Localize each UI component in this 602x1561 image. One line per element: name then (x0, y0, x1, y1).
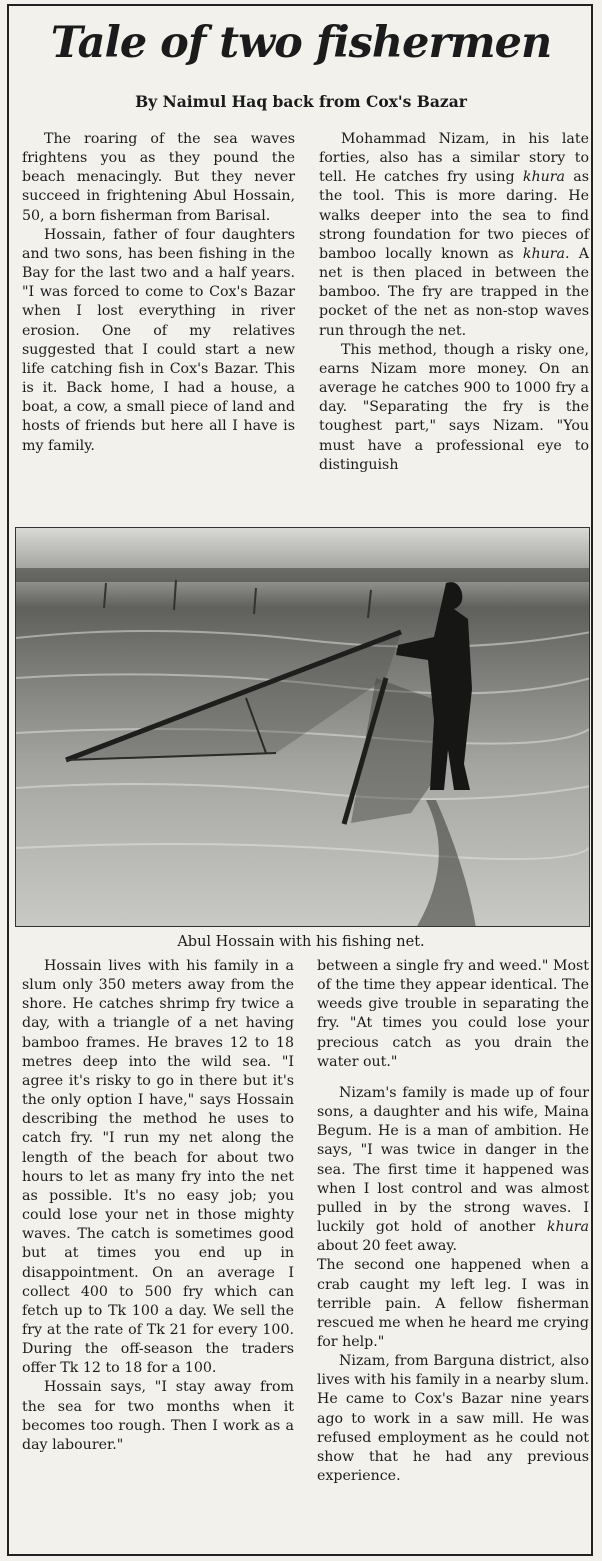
paragraph: This method, though a risky one, earns Nizam more money. On an average he catches 900 to 1000 fry a day. "Separating the fry is the toughest part," says Nizam. "You must have a professional eye to distinguish (319, 341, 589, 473)
paragraph: Nizam's family is made up of four sons, a daughter and his wife, Maina Begum. He is a man of ambition. He says, "I was twice in danger in the sea. The first time it happened was when I lost control and was almost pulled in by the strong waves. I luckily got hold of another khura about 20 feet away. (317, 1084, 589, 1255)
column-2 (319, 130, 589, 475)
column-1 (22, 130, 295, 456)
column-4 (317, 957, 589, 1486)
paragraph: Mohammad Nizam, in his late forties, also has a similar story to tell. He catches fry using khura as the tool. This is more daring. He walks deeper into the sea to find strong foundation for two pieces of bamboo locally known as khura. A net is then placed in between the bamboo. The fry are trapped in the pocket of the net as non-stop waves run through the net. (319, 131, 590, 339)
paragraph: Hossain lives with his family in a slum only 350 meters away from the shore. He catches shrimp fry twice a day, with a triangle of a net having bamboo frames. He braves 12 to 18 metres deep into the wild sea. "I agree it's risky to go in there but it's the only option I have," says Hossain describing the method he uses to catch fry. "I run my net along the length of the beach for about two hours to let as many fry into the net as possible. It's no easy job; you could lose your net in those mighty waves. The catch is sometimes good but at times you end up in disappointment. On an average I collect 400 to 500 fry which can fetch up to Tk 100 a day. We sell the fry at the rate of Tk 21 for every 100. During the off-season the traders offer Tk 12 to 18 for a 100. (22, 958, 294, 1377)
fisherman-photo (15, 527, 590, 927)
paragraph: Hossain, father of four daughters and two sons, has been fishing in the Bay for the last two and a half years. "I was forced to come to Cox's Bazar when I lost everything in river erosion. One of my relatives suggested that I could start a new life catching fish in Cox's Bazar. This is it. Back home, I had a house, a boat, a cow, a small piece of land and hosts of friends but here all I have is my family. (22, 226, 295, 454)
headline: Tale of two fishermen (50, 18, 552, 68)
paragraph: Hossain says, "I stay away from the sea for two months when it becomes too rough. Then I work as a day labourer." (22, 1379, 294, 1453)
paragraph: The roaring of the sea waves frightens you as they pound the beach menacingly. But they never succeed in frightening Abul Hossain, 50, a born fisherman from Barisal. (22, 131, 295, 224)
paragraph: Nizam, from Barguna district, also lives with his family in a nearby slum. He came to Cox's Bazar nine years ago to work in a saw mill. He was refused employment as he could not show that he had any previous experience. (317, 1353, 589, 1485)
paragraph: The second one happened when a crab caught my left leg. I was in terrible pain. A fellow fisherman rescued me when he heard me crying for help." (317, 1257, 589, 1350)
photo-caption: Abul Hossain with his fishing net. (177, 934, 425, 950)
paragraph: between a single fry and weed." Most of the time they appear identical. The weeds give trouble in separating the fry. "At times you could lose your precious catch as you drain the water out." (317, 958, 589, 1070)
byline: By Naimul Haq back from Cox's Bazar (135, 92, 467, 111)
column-3 (22, 957, 294, 1455)
